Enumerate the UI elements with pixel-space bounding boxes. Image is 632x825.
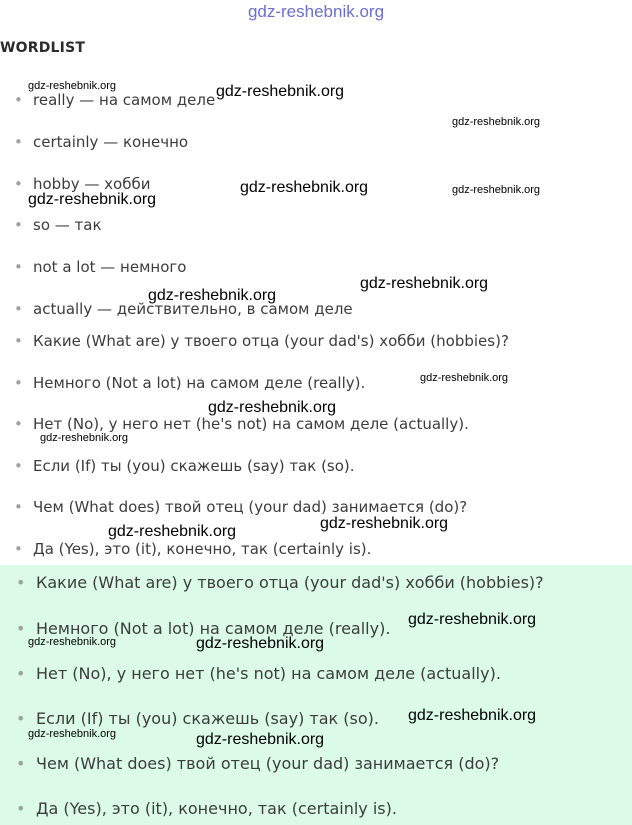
dialogue-line-highlighted: • Если (If) ты (you) скажешь (say) так (so).	[16, 709, 379, 728]
dialogue-line: • Если (If) ты (you) скажешь (say) так (so).	[14, 457, 355, 475]
watermark: gdz-reshebnik.org	[452, 116, 541, 128]
bullet-icon: •	[14, 175, 23, 193]
bullet-icon: •	[14, 258, 23, 276]
watermark: gdz-reshebnik.org	[196, 635, 325, 652]
watermark: gdz-reshebnik.org	[216, 83, 345, 100]
watermark: gdz-reshebnik.org	[28, 728, 117, 740]
watermark: gdz-reshebnik.org	[28, 191, 157, 208]
bullet-icon: •	[14, 540, 23, 558]
wordlist-heading: WORDLIST	[0, 40, 86, 56]
watermark: gdz-reshebnik.org	[148, 287, 277, 304]
dialogue-line-highlighted: • Да (Yes), это (it), конечно, так (certainly is).	[16, 799, 397, 818]
bullet-icon: •	[16, 709, 26, 728]
bullet-icon: •	[14, 133, 23, 151]
bullet-icon: •	[16, 573, 26, 592]
bullet-icon: •	[14, 216, 23, 234]
wordlist-item: • not a lot — немного	[14, 258, 187, 276]
wordlist-item: • really — на самом деле	[14, 91, 216, 109]
site-header-link[interactable]: gdz-reshebnik.org	[247, 2, 385, 21]
watermark: gdz-reshebnik.org	[360, 275, 489, 292]
watermark: gdz-reshebnik.org	[408, 611, 537, 628]
dialogue-line-highlighted: • Нет (No), у него нет (he's not) на самом деле (actually).	[16, 664, 501, 683]
bullet-icon: •	[16, 754, 26, 773]
bullet-icon: •	[14, 498, 23, 516]
wordlist-item: • certainly — конечно	[14, 133, 189, 151]
wordlist-item: • so — так	[14, 216, 102, 234]
watermark: gdz-reshebnik.org	[452, 184, 541, 196]
bullet-icon: •	[14, 457, 23, 475]
watermark: gdz-reshebnik.org	[240, 179, 369, 196]
watermark: gdz-reshebnik.org	[196, 731, 325, 748]
dialogue-line: • Да (Yes), это (it), конечно, так (certainly is).	[14, 540, 372, 558]
bullet-icon: •	[14, 332, 23, 350]
wordlist-item: • actually — действительно, в самом деле	[14, 300, 353, 318]
dialogue-line-highlighted: • Какие (What are) у твоего отца (your dad's) хобби (hobbies)?	[16, 573, 544, 592]
wordlist-item: • hobby — хобби	[14, 175, 151, 193]
watermark: gdz-reshebnik.org	[208, 399, 337, 416]
highlighted-dialogue-panel	[0, 565, 632, 825]
dialogue-line: • Нет (No), у него нет (he's not) на самом деле (actually).	[14, 415, 469, 433]
dialogue-line-highlighted: • Чем (What does) твой отец (your dad) занимается (do)?	[16, 754, 500, 773]
watermark: gdz-reshebnik.org	[320, 515, 449, 532]
bullet-icon: •	[14, 300, 23, 318]
dialogue-line: • Немного (Not a lot) на самом деле (really).	[14, 374, 366, 392]
dialogue-line: • Какие (What are) у твоего отца (your dad's) хобби (hobbies)?	[14, 332, 509, 350]
watermark: gdz-reshebnik.org	[420, 372, 509, 384]
dialogue-line: • Чем (What does) твой отец (your dad) занимается (do)?	[14, 498, 468, 516]
bullet-icon: •	[14, 415, 23, 433]
watermark: gdz-reshebnik.org	[28, 80, 117, 92]
bullet-icon: •	[16, 799, 26, 818]
watermark: gdz-reshebnik.org	[28, 636, 117, 648]
bullet-icon: •	[14, 374, 23, 392]
dialogue-line-highlighted: • Немного (Not a lot) на самом деле (really).	[16, 619, 391, 638]
bullet-icon: •	[16, 619, 26, 638]
watermark: gdz-reshebnik.org	[108, 523, 237, 540]
watermark: gdz-reshebnik.org	[40, 432, 129, 444]
watermark: gdz-reshebnik.org	[408, 707, 537, 724]
bullet-icon: •	[16, 664, 26, 683]
bullet-icon: •	[14, 91, 23, 109]
